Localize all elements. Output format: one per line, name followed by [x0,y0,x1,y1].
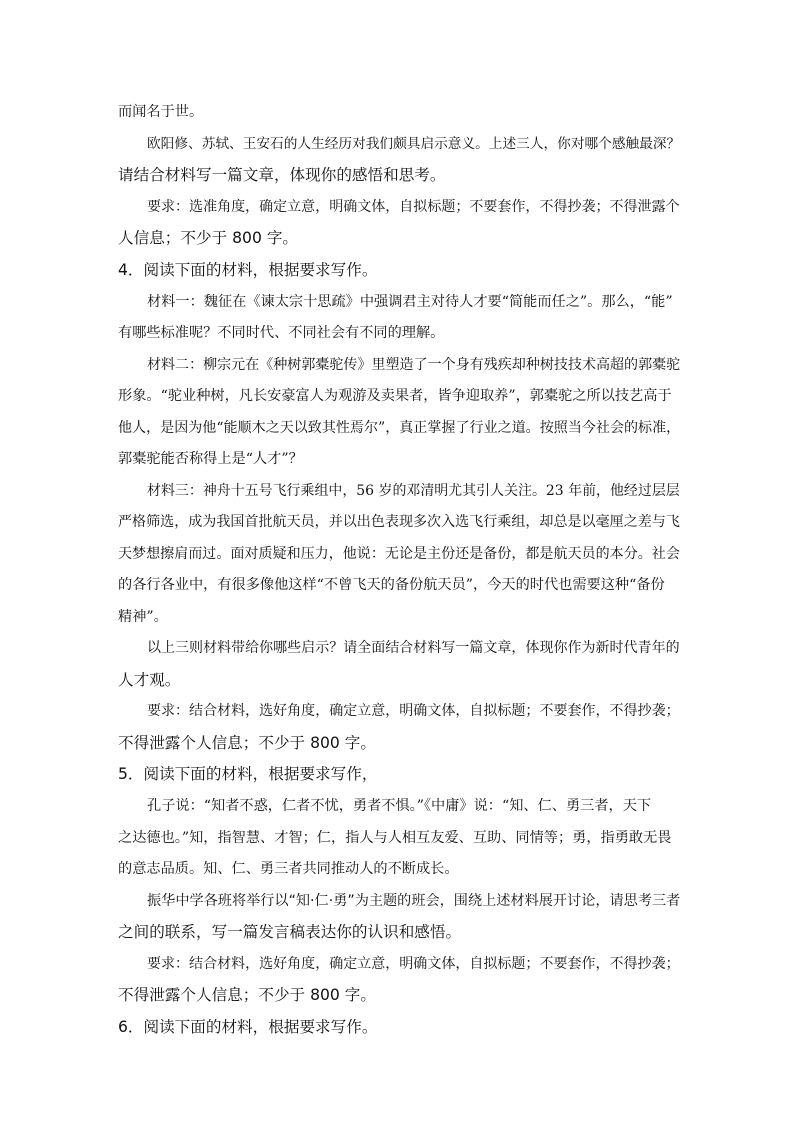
material-text-line: 材料三：神舟十五号飞行乘组中，56 岁的邓清明尤其引人关注。23 年前，他经过层层 [147,483,680,499]
text-line: 不得泄露个人信息；不少于 800 字。 [118,986,376,1004]
question-heading: 6．阅读下面的材料，根据要求写作。 [118,1018,378,1036]
material-text-line: 的意志品质。知、仁、勇三者共同推动人的不断成长。 [118,861,459,877]
text-line: 请结合材料写一篇文章，体现你的感悟和思考。 [118,166,446,184]
text-line: 之间的联系，写一篇发言稿表达你的认识和感悟。 [118,923,462,941]
material-text-line: 天梦想擦肩而过。面对质疑和压力，他说：无论是主份还是备份，都是航天员的本分。社会 [118,546,680,562]
text-line: 而闻名于世。 [118,104,204,120]
text-line: 欧阳修、苏轼、王安石的人生经历对我们颇具启示意义。上述三人，你对哪个感触最深？ [147,136,681,152]
material-text-line: 之达德也。”知，指智慧、才智；仁，指人与人相互友爱、互助、同情等；勇，指勇敢无畏 [118,830,672,846]
material-text-line: 严格筛选，成为我国首批航天员，并以出色表现多次入选飞行乘组，却总是以毫厘之差与飞 [118,514,680,530]
text-line: 要求：结合材料，选好角度，确定立意，明确文体，自拟标题；不要套作，不得抄袭； [147,956,680,972]
text-line: 振华中学各班将举行以“知·仁·勇”为主题的班会，围绕上述材料展开讨论，请思考三者 [147,893,681,909]
question-heading: 4．阅读下面的材料，根据要求写作。 [118,261,378,279]
material-text-line: 有哪些标准呢？不同时代、不同社会有不同的理解。 [118,325,445,341]
material-text-line: 孔子说：“知者不惑，仁者不忧，勇者不惧。”《中庸》说：“知、仁、勇三者，天下 [147,798,652,814]
text-line: 要求：结合材料，选好角度，确定立意，明确文体，自拟标题；不要套作，不得抄袭； [147,703,680,719]
material-text-line: 形象。“驼业种树，凡长安豪富人为观游及卖果者，皆争迎取养”，郭橐驼之所以技艺高于 [118,388,672,404]
text-line: 以上三则材料带给你哪些启示？请全面结合材料写一篇文章，体现你作为新时代青年的 [147,640,680,656]
question-heading: 5．阅读下面的材料，根据要求写作， [118,765,378,783]
text-line: 不得泄露个人信息；不少于 800 字。 [118,734,376,752]
material-text-line: 他人，是因为他“能顺木之天以致其性焉尔”，真正掌握了行业之道。按照当今社会的标准， [118,420,681,436]
material-text-line: 材料一：魏征在《谏太宗十思疏》中强调君主对待人才要“简能而任之”。那么，“能” [147,294,673,310]
text-line: 人信息；不少于 800 字。 [118,229,299,247]
text-line: 人才观。 [118,671,181,689]
material-text-line: 的各行各业中，有很多像他这样“不曾飞天的备份航天员”，今天的时代也需要这种“备份 [118,577,665,593]
text-line: 要求：选准角度，确定立意，明确文体，自拟标题；不要套作，不得抄袭；不得泄露个 [147,199,680,215]
material-text-line: 精神”。 [118,609,168,625]
material-text-line: 材料二：柳宗元在《种树郭橐驼传》里塑造了一个身有残疾却种树技技术高超的郭橐驼 [147,357,681,373]
material-text-line: 郭橐驼能否称得上是“人才”？ [118,451,303,467]
